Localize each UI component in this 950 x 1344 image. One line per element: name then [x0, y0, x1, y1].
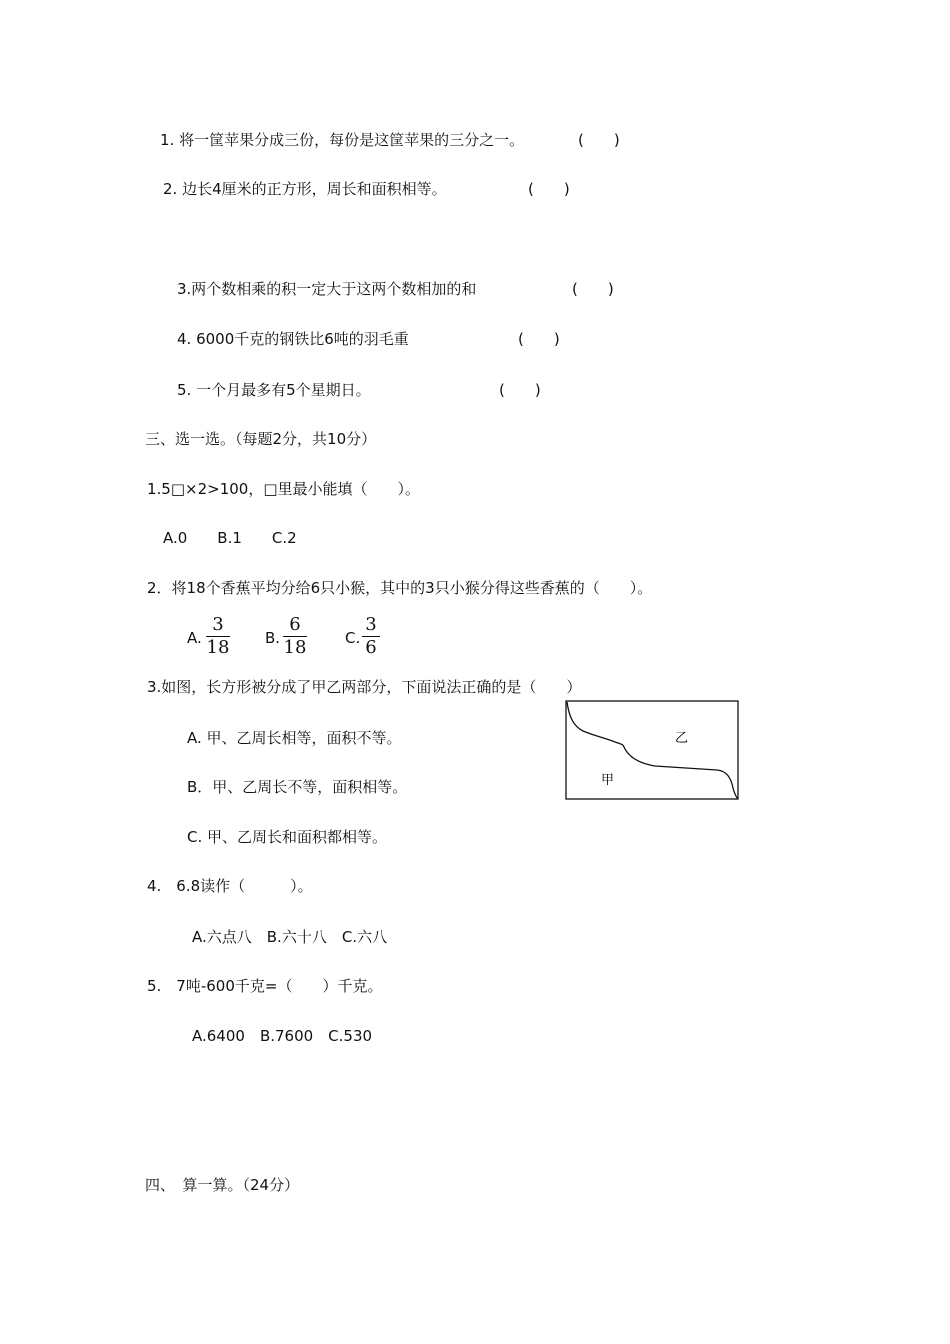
answer-blank-3[interactable]: ( ) — [572, 280, 614, 298]
q2-option-c-label: C. — [345, 629, 361, 647]
judge-item-4: 4. 6000千克的钢铁比6吨的羽毛重 — [177, 330, 409, 348]
section-4-title: 四、 算一算。（24分） — [145, 1176, 300, 1194]
rectangle-outline — [566, 701, 738, 799]
q2-option-a-label: A. — [187, 629, 202, 647]
q2-option-b-fraction — [283, 615, 307, 658]
q4-options: A.六点八 B.六十八 C.六八 — [192, 928, 388, 946]
q4-text: 4. 6.8读作（ ）。 — [147, 877, 313, 895]
q2-option-a-fraction — [206, 615, 230, 658]
answer-blank-5[interactable]: ( ) — [499, 381, 541, 399]
answer-blank-4[interactable]: ( ) — [518, 330, 560, 348]
fraction-numerator: 3 — [212, 614, 224, 635]
fraction-denominator: 18 — [283, 637, 307, 658]
judge-item-3: 3.两个数相乘的积一定大于这两个数相加的和 — [177, 280, 477, 298]
q5-options: A.6400 B.7600 C.530 — [192, 1027, 373, 1045]
dividing-curve — [567, 702, 738, 799]
q1-text: 1.5□×2>100，□里最小能填（ ）。 — [147, 480, 421, 498]
judge-item-2: 2. 边长4厘米的正方形，周长和面积相等。 — [163, 180, 447, 198]
q2-option-c-fraction — [362, 615, 380, 658]
q3-option-c: C. 甲、乙周长和面积都相等。 — [187, 828, 388, 846]
answer-blank-2[interactable]: ( ) — [528, 180, 570, 198]
fraction-numerator: 3 — [365, 614, 377, 635]
q2-text: 2．将18个香蕉平均分给6只小猴，其中的3只小猴分得这些香蕉的（ ）。 — [147, 579, 653, 597]
q3-option-b: B．甲、乙周长不等，面积相等。 — [187, 778, 408, 796]
fraction-denominator: 18 — [206, 637, 230, 658]
rectangle-figure — [563, 698, 741, 802]
fraction-denominator: 6 — [365, 637, 377, 658]
q3-option-a: A. 甲、乙周长相等，面积不等。 — [187, 729, 402, 747]
q1-options: A.0 B.1 C.2 — [163, 529, 297, 547]
label-yi: 乙 — [675, 731, 689, 746]
label-jia: 甲 — [601, 773, 615, 788]
judge-item-5: 5. 一个月最多有5个星期日。 — [177, 381, 371, 399]
fraction-numerator: 6 — [289, 614, 301, 635]
q3-text: 3.如图，长方形被分成了甲乙两部分，下面说法正确的是（ ） — [147, 678, 582, 696]
judge-item-1: 1. 将一筐苹果分成三份，每份是这筐苹果的三分之一。 — [160, 131, 525, 149]
section-3-title: 三、选一选。（每题2分，共10分） — [145, 430, 377, 448]
q5-text: 5. 7吨-600千克=（ ）千克。 — [147, 977, 383, 995]
answer-blank-1[interactable]: ( ) — [578, 131, 620, 149]
q2-option-b-label: B. — [265, 629, 281, 647]
